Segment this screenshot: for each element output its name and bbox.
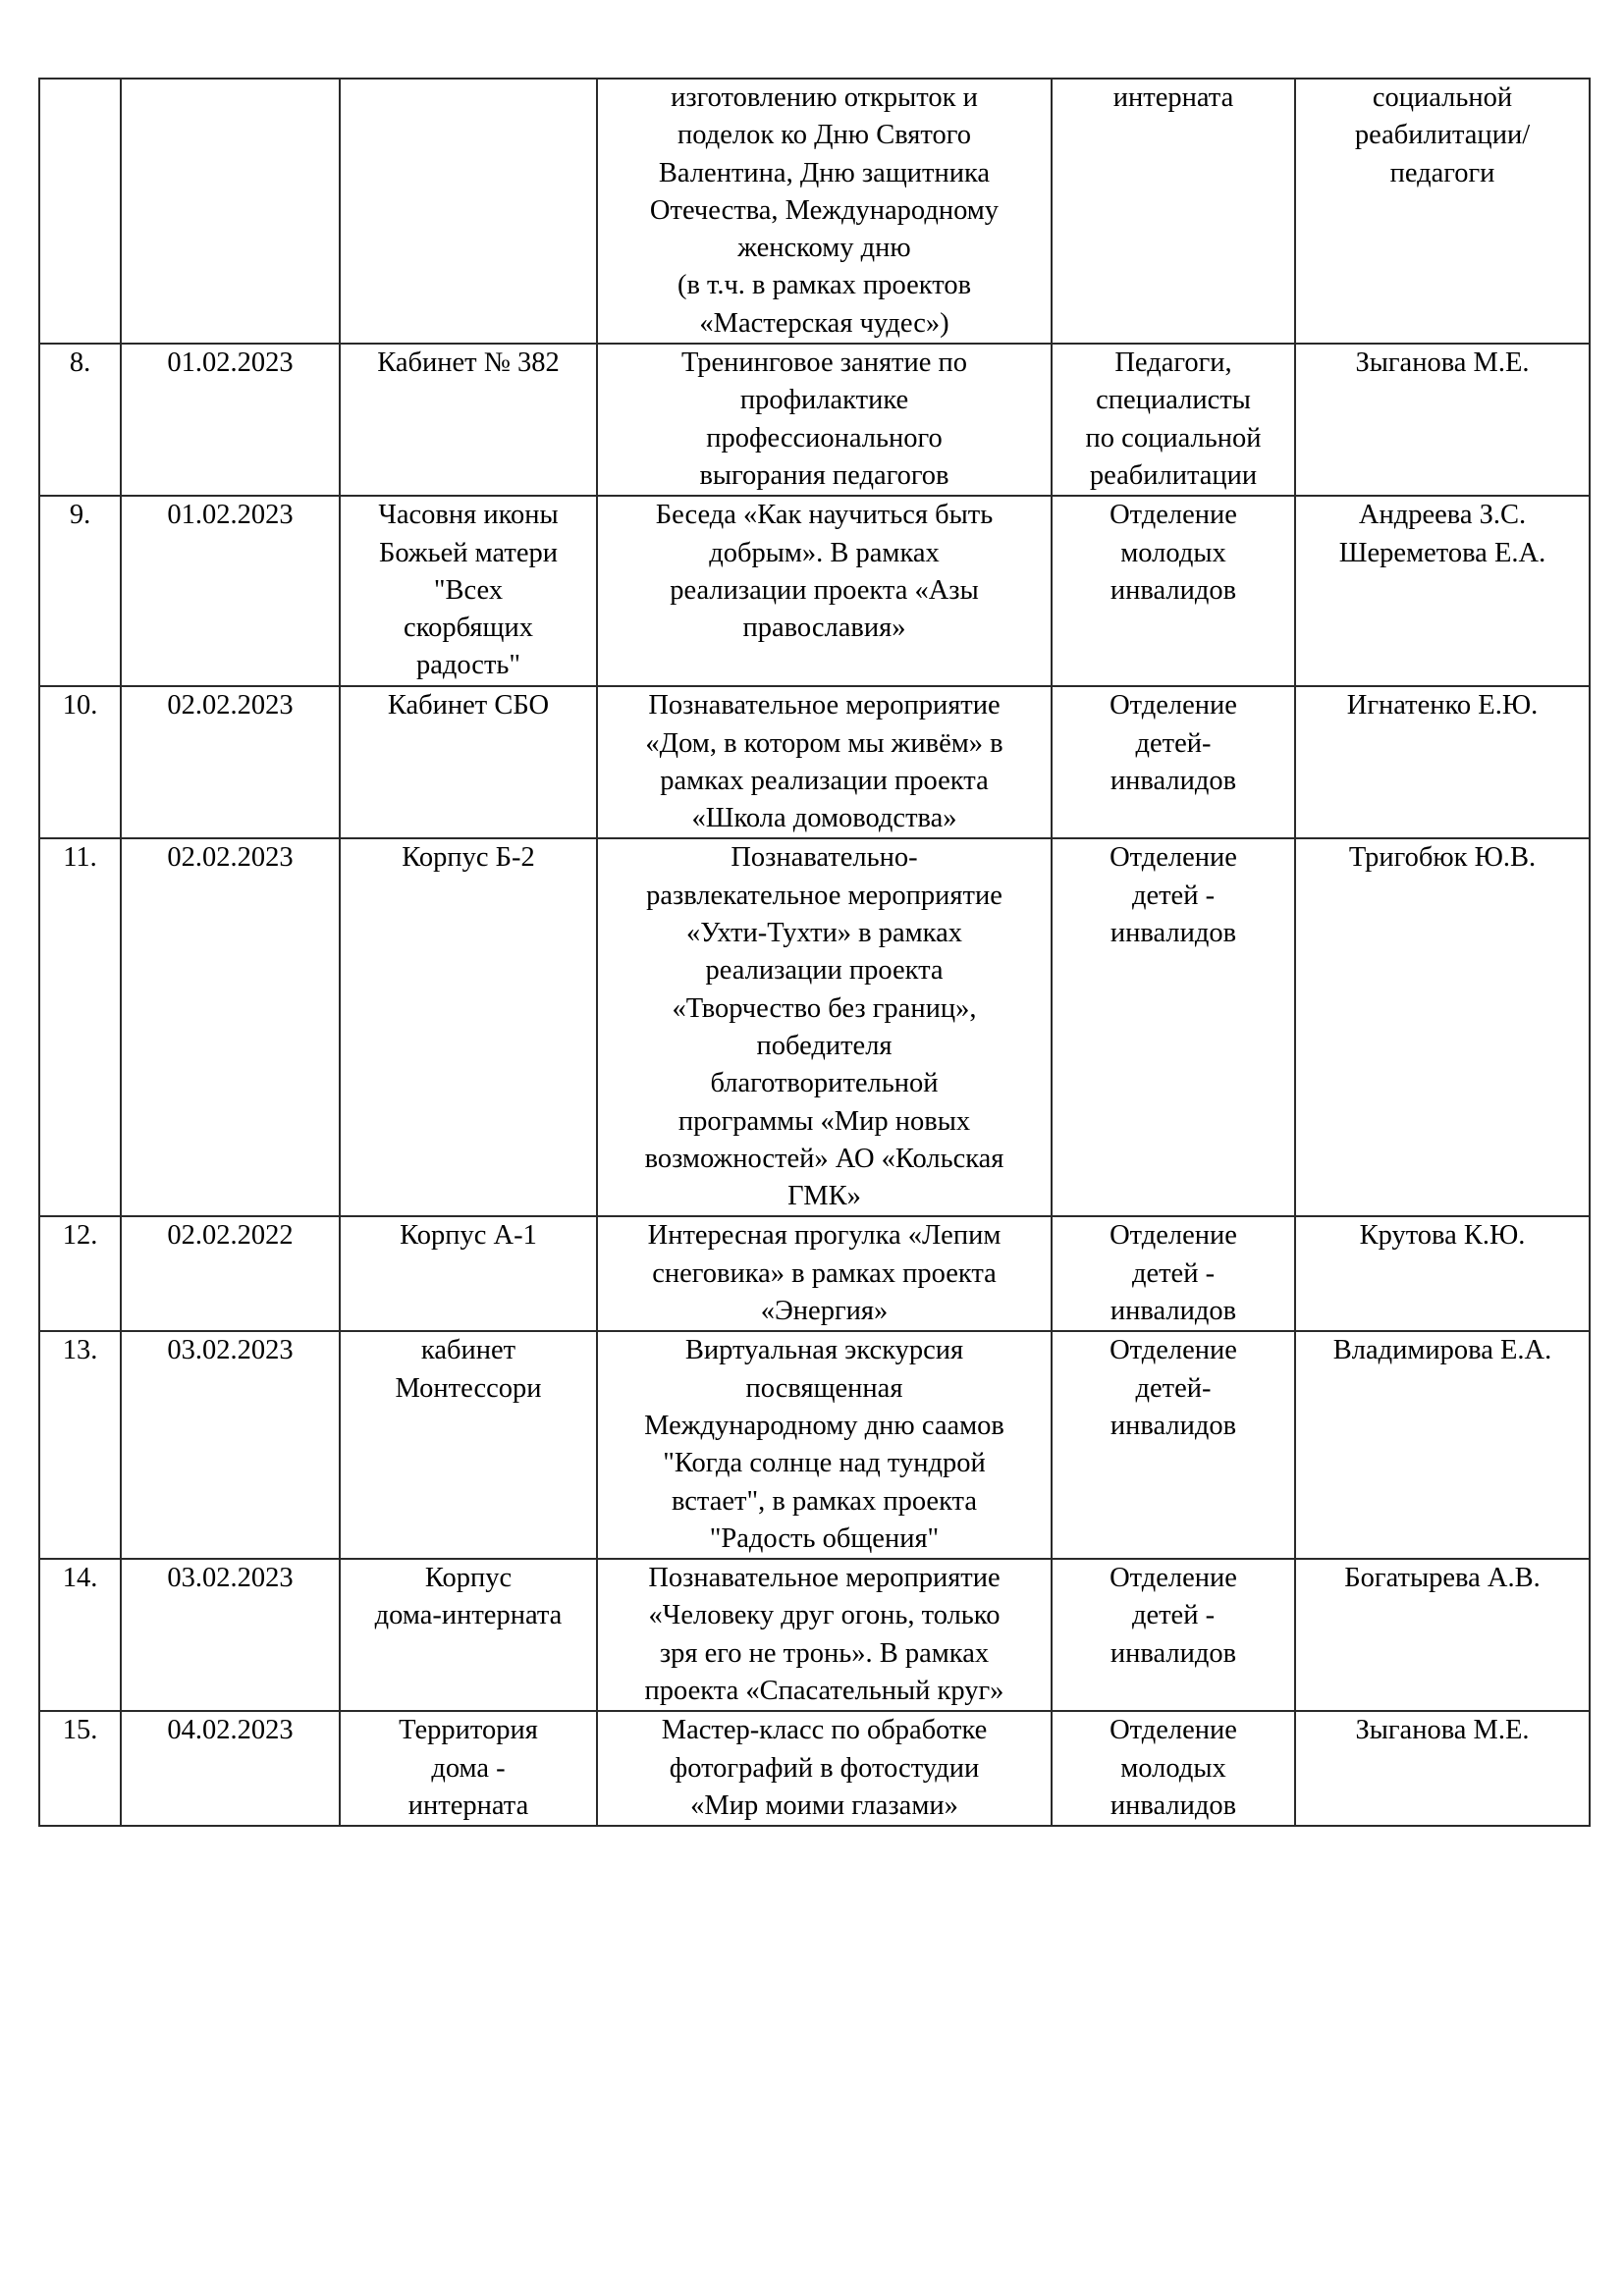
event-place-line: "Всех	[433, 574, 504, 606]
event-participants-line: молодых	[1120, 1752, 1226, 1784]
event-responsible-cell	[1295, 79, 1590, 344]
event-description-cell	[597, 838, 1052, 1216]
event-place-cell	[340, 1216, 597, 1331]
event-participants-line: Отделение	[1110, 1335, 1237, 1366]
event-date: 03.02.2023	[167, 1335, 294, 1366]
row-number-cell	[39, 496, 121, 686]
event-description-cell	[597, 686, 1052, 838]
event-place-cell	[340, 1331, 597, 1559]
event-responsible-line: Крутова К.Ю.	[1359, 1220, 1526, 1252]
event-description-line: «Творчество без границ»,	[672, 992, 977, 1024]
event-description-line: «Человеку друг огонь, только	[648, 1600, 1001, 1631]
event-responsible-cell	[1295, 344, 1590, 496]
event-participants-cell	[1052, 1216, 1295, 1331]
row-number-cell	[39, 838, 121, 1216]
event-description-cell	[597, 496, 1052, 686]
schedule-body	[39, 79, 1590, 1826]
event-participants-line: Отделение	[1110, 1715, 1237, 1746]
event-place-line: Корпус Б-2	[402, 842, 535, 874]
event-participants-cell	[1052, 838, 1295, 1216]
event-responsible-line: реабилитации/	[1354, 120, 1531, 151]
event-place-line: интерната	[407, 1789, 529, 1821]
event-place-cell	[340, 1559, 597, 1711]
event-description-line: Познавательное мероприятие	[648, 690, 1001, 721]
row-number-cell	[39, 686, 121, 838]
event-description-line: (в т.ч. в рамках проектов	[677, 270, 972, 301]
event-place-cell	[340, 496, 597, 686]
event-date: 02.02.2023	[167, 842, 294, 874]
event-participants-line: Отделение	[1110, 500, 1237, 531]
event-responsible-cell	[1295, 1711, 1590, 1826]
row-number: 12.	[62, 1220, 98, 1252]
event-description-line: Познавательное мероприятие	[648, 1563, 1001, 1594]
event-place-cell	[340, 1711, 597, 1826]
event-participants-line: инвалидов	[1110, 918, 1237, 949]
event-responsible-line: Тригобюк Ю.В.	[1348, 842, 1537, 874]
row-number: 15.	[62, 1715, 98, 1746]
event-description-line: добрым». В рамках	[709, 537, 940, 568]
table-row	[39, 1331, 1590, 1559]
event-place-line: Божьей матери	[379, 537, 558, 568]
event-date: 04.02.2023	[167, 1715, 294, 1746]
event-description-line: Международному дню саамов	[644, 1410, 1004, 1441]
event-place-line: Территория	[399, 1715, 538, 1746]
event-description-line: Мастер-класс по обработке	[661, 1715, 988, 1746]
event-description-line: благотворительной	[710, 1068, 939, 1099]
row-number: 13.	[62, 1335, 98, 1366]
event-participants-line: инвалидов	[1110, 574, 1237, 606]
event-place-cell	[340, 686, 597, 838]
event-description-line: «Мастерская чудес»)	[699, 307, 949, 339]
event-participants-cell	[1052, 1711, 1295, 1826]
event-description-cell	[597, 344, 1052, 496]
table-row	[39, 344, 1590, 496]
event-place-line: кабинет	[420, 1335, 516, 1366]
event-date-cell	[121, 686, 340, 838]
event-description-cell	[597, 1559, 1052, 1711]
event-description-line: победителя	[756, 1030, 893, 1061]
event-description-line: реализации проекта «Азы	[670, 574, 979, 606]
event-participants-line: Отделение	[1110, 1563, 1237, 1594]
event-responsible-line: Игнатенко Е.Ю.	[1346, 690, 1539, 721]
table-row	[39, 1216, 1590, 1331]
event-description-cell	[597, 79, 1052, 344]
row-number: 9.	[69, 500, 91, 531]
event-place-cell	[340, 344, 597, 496]
event-responsible-line: Зыганова М.Е.	[1355, 1715, 1530, 1746]
event-participants-line: детей-	[1135, 727, 1212, 759]
event-place-line: Часовня иконы	[378, 500, 559, 531]
table-row	[39, 1559, 1590, 1711]
event-description-line: рамках реализации проекта	[660, 765, 989, 796]
event-participants-line: детей -	[1131, 1257, 1216, 1289]
event-date-cell	[121, 1216, 340, 1331]
event-place-line: радость"	[415, 650, 521, 681]
event-participants-line: интерната	[1112, 82, 1234, 113]
table-row	[39, 686, 1590, 838]
event-participants-cell	[1052, 344, 1295, 496]
event-description-line: "Радость общения"	[709, 1522, 940, 1554]
event-description-line: Тренинговое занятие по	[680, 347, 968, 379]
event-participants-line: Отделение	[1110, 690, 1237, 721]
event-responsible-cell	[1295, 1216, 1590, 1331]
event-date-cell	[121, 344, 340, 496]
event-description-cell	[597, 1711, 1052, 1826]
event-description-line: Познавательно-	[731, 842, 918, 874]
event-responsible-cell	[1295, 686, 1590, 838]
event-participants-line: инвалидов	[1110, 1789, 1237, 1821]
event-participants-line: Отделение	[1110, 1220, 1237, 1252]
event-description-line: изготовлению открыток и	[671, 82, 978, 113]
event-participants-line: молодых	[1120, 537, 1226, 568]
event-date-cell	[121, 838, 340, 1216]
event-participants-line: Педагоги,	[1114, 347, 1232, 379]
event-description-line: «Энергия»	[760, 1296, 889, 1327]
event-participants-line: инвалидов	[1110, 1410, 1237, 1441]
event-responsible-line: Владимирова Е.А.	[1332, 1335, 1552, 1366]
event-description-line: женскому дню	[737, 233, 911, 264]
event-description-line: Виртуальная экскурсия	[684, 1335, 964, 1366]
event-responsible-cell	[1295, 838, 1590, 1216]
event-participants-line: по социальной	[1085, 422, 1262, 454]
event-description-line: Интересная прогулка «Лепим	[647, 1220, 1001, 1252]
row-number-cell	[39, 1559, 121, 1711]
event-responsible-line: Шереметова Е.А.	[1338, 537, 1546, 568]
event-description-line: проекта «Спасательный круг»	[644, 1676, 1004, 1707]
event-responsible-line: Зыганова М.Е.	[1355, 347, 1530, 379]
event-place-line: дома -	[431, 1752, 506, 1784]
event-description-line: поделок ко Дню Святого	[677, 120, 971, 151]
event-description-line: выгорания педагогов	[699, 459, 949, 491]
event-participants-line: Отделение	[1110, 842, 1237, 874]
events-schedule-table	[38, 78, 1591, 1827]
event-description-line: фотографий в фотостудии	[669, 1752, 980, 1784]
event-place-line: Корпус	[424, 1563, 513, 1594]
table-row	[39, 496, 1590, 686]
event-participants-line: детей-	[1135, 1372, 1212, 1404]
event-description-cell	[597, 1216, 1052, 1331]
event-description-line: ГМК»	[787, 1181, 861, 1212]
event-description-line: православия»	[742, 613, 906, 644]
event-place-cell	[340, 79, 597, 344]
table-row	[39, 1711, 1590, 1826]
event-date-cell	[121, 496, 340, 686]
event-description-line: "Когда солнце над тундрой	[663, 1448, 986, 1479]
event-participants-line: инвалидов	[1110, 1296, 1237, 1327]
event-date-cell	[121, 79, 340, 344]
row-number-cell	[39, 1331, 121, 1559]
row-number-cell	[39, 1216, 121, 1331]
event-participants-cell	[1052, 1559, 1295, 1711]
event-date: 02.02.2023	[167, 690, 294, 721]
event-description-line: зря его не тронь». В рамках	[659, 1637, 990, 1669]
event-participants-line: реабилитации	[1089, 459, 1258, 491]
row-number-cell	[39, 344, 121, 496]
event-description-line: снеговика» в рамках проекта	[652, 1257, 997, 1289]
event-responsible-cell	[1295, 1559, 1590, 1711]
table-row	[39, 79, 1590, 344]
row-number: 8.	[69, 347, 91, 379]
event-description-line: возможностей» АО «Кольская	[644, 1143, 1004, 1174]
event-description-line: «Ухти-Тухти» в рамках	[685, 918, 962, 949]
event-description-line: профессионального	[706, 422, 943, 454]
event-responsible-line: педагоги	[1389, 157, 1495, 188]
event-description-line: «Мир моими глазами»	[690, 1789, 958, 1821]
table-row	[39, 838, 1590, 1216]
event-description-line: развлекательное мероприятие	[646, 880, 1002, 911]
event-description-line: «Дом, в котором мы живём» в	[645, 727, 1003, 759]
event-place-line: Корпус А-1	[400, 1220, 537, 1252]
event-place-line: Кабинет № 382	[377, 347, 560, 379]
event-participants-line: детей -	[1131, 1600, 1216, 1631]
event-date: 01.02.2023	[167, 500, 294, 531]
event-date-cell	[121, 1711, 340, 1826]
event-participants-cell	[1052, 496, 1295, 686]
event-place-cell	[340, 838, 597, 1216]
row-number: 11.	[63, 842, 97, 874]
event-place-line: дома-интерната	[374, 1600, 563, 1631]
event-description-line: программы «Мир новых	[677, 1105, 971, 1137]
event-place-line: скорбящих	[404, 613, 533, 644]
event-responsible-cell	[1295, 496, 1590, 686]
event-description-line: Беседа «Как научиться быть	[655, 500, 994, 531]
event-description-line: встает", в рамках проекта	[671, 1485, 977, 1517]
event-description-cell	[597, 1331, 1052, 1559]
event-date: 03.02.2023	[167, 1563, 294, 1594]
event-participants-line: инвалидов	[1110, 765, 1237, 796]
event-participants-line: детей -	[1131, 880, 1216, 911]
event-participants-cell	[1052, 1331, 1295, 1559]
event-description-line: Валентина, Дню защитника	[658, 157, 991, 188]
event-participants-cell	[1052, 686, 1295, 838]
event-description-line: «Школа домоводства»	[691, 803, 957, 834]
row-number-cell	[39, 79, 121, 344]
event-participants-cell	[1052, 79, 1295, 344]
event-responsible-cell	[1295, 1331, 1590, 1559]
event-participants-line: специалисты	[1096, 385, 1251, 416]
event-responsible-line: Богатырева А.В.	[1344, 1563, 1541, 1594]
event-date-cell	[121, 1559, 340, 1711]
event-date-cell	[121, 1331, 340, 1559]
event-place-line: Кабинет СБО	[387, 690, 550, 721]
event-description-line: посвященная	[745, 1372, 903, 1404]
event-description-line: профилактике	[739, 385, 909, 416]
event-description-line: реализации проекта	[705, 955, 944, 987]
row-number: 10.	[62, 690, 98, 721]
event-responsible-line: Андреева З.С.	[1358, 500, 1527, 531]
event-date: 01.02.2023	[167, 347, 294, 379]
event-date: 02.02.2022	[167, 1220, 294, 1252]
row-number-cell	[39, 1711, 121, 1826]
event-place-line: Монтессори	[395, 1372, 542, 1404]
event-description-line: Отечества, Международному	[649, 194, 1000, 226]
row-number: 14.	[62, 1563, 98, 1594]
event-participants-line: инвалидов	[1110, 1637, 1237, 1669]
event-responsible-line: социальной	[1372, 82, 1513, 113]
